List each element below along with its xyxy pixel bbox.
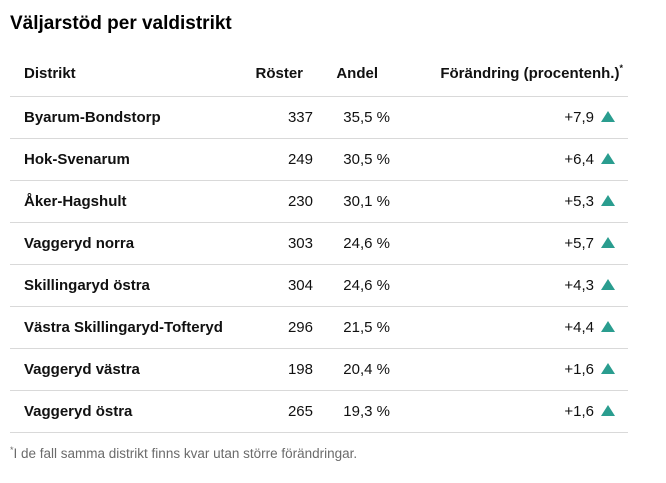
votes-cell: 198	[240, 349, 313, 391]
district-cell: Vaggeryd västra	[10, 349, 240, 391]
change-value: +1,6	[564, 403, 594, 420]
table-row	[10, 349, 628, 391]
votes-cell: 265	[240, 391, 313, 433]
column-header-votes: Röster	[240, 35, 313, 97]
change-cell	[390, 349, 628, 391]
district-results-table	[10, 35, 628, 433]
change-cell	[390, 307, 628, 349]
trend-up-icon	[601, 111, 615, 122]
change-value: +4,4	[564, 319, 594, 336]
district-cell: Byarum-Bondstorp	[10, 97, 240, 139]
column-header-share: Andel	[313, 35, 390, 97]
trend-up-icon	[601, 363, 615, 374]
change-cell	[390, 391, 628, 433]
trend-up-icon	[601, 405, 615, 416]
district-cell: Vaggeryd norra	[10, 223, 240, 265]
votes-cell: 303	[240, 223, 313, 265]
footnote-text: I de fall samma distrikt finns kvar utan större förändringar.	[13, 446, 358, 461]
share-cell: 24,6 %	[313, 265, 390, 307]
district-cell: Västra Skillingaryd-Tofteryd	[10, 307, 240, 349]
table-row	[10, 181, 628, 223]
votes-cell: 230	[240, 181, 313, 223]
share-cell: 20,4 %	[313, 349, 390, 391]
votes-cell: 337	[240, 97, 313, 139]
column-header-change-label: Förändring (procentenh.)	[440, 65, 620, 82]
table-row	[10, 307, 628, 349]
table-row	[10, 391, 628, 433]
change-value: +1,6	[564, 361, 594, 378]
change-cell	[390, 97, 628, 139]
table-header	[10, 35, 628, 97]
district-cell: Vaggeryd östra	[10, 391, 240, 433]
share-cell: 24,6 %	[313, 223, 390, 265]
column-header-change	[390, 35, 628, 97]
footnote-marker: *	[10, 445, 14, 455]
share-cell: 30,5 %	[313, 139, 390, 181]
votes-cell: 296	[240, 307, 313, 349]
change-cell	[390, 223, 628, 265]
change-cell	[390, 181, 628, 223]
district-cell: Åker-Hagshult	[10, 181, 240, 223]
change-cell	[390, 139, 628, 181]
change-cell	[390, 265, 628, 307]
share-cell: 19,3 %	[313, 391, 390, 433]
table-body	[10, 97, 628, 433]
trend-up-icon	[601, 321, 615, 332]
votes-cell: 304	[240, 265, 313, 307]
table-row	[10, 223, 628, 265]
change-value: +5,3	[564, 193, 594, 210]
trend-up-icon	[601, 279, 615, 290]
share-cell: 35,5 %	[313, 97, 390, 139]
change-value: +4,3	[564, 277, 594, 294]
page-title: Väljarstöd per valdistrikt	[10, 13, 232, 34]
table-row	[10, 97, 628, 139]
footnote-marker-superscript: *	[619, 63, 623, 73]
trend-up-icon	[601, 153, 615, 164]
share-cell: 21,5 %	[313, 307, 390, 349]
footnote	[10, 446, 656, 461]
change-value: +7,9	[564, 109, 594, 126]
column-header-district: Distrikt	[10, 35, 240, 97]
change-value: +6,4	[564, 151, 594, 168]
trend-up-icon	[601, 195, 615, 206]
change-value: +5,7	[564, 235, 594, 252]
table-row	[10, 265, 628, 307]
trend-up-icon	[601, 237, 615, 248]
header-row	[10, 35, 628, 97]
district-cell: Hok-Svenarum	[10, 139, 240, 181]
table-row	[10, 139, 628, 181]
share-cell: 30,1 %	[313, 181, 390, 223]
votes-cell: 249	[240, 139, 313, 181]
district-cell: Skillingaryd östra	[10, 265, 240, 307]
